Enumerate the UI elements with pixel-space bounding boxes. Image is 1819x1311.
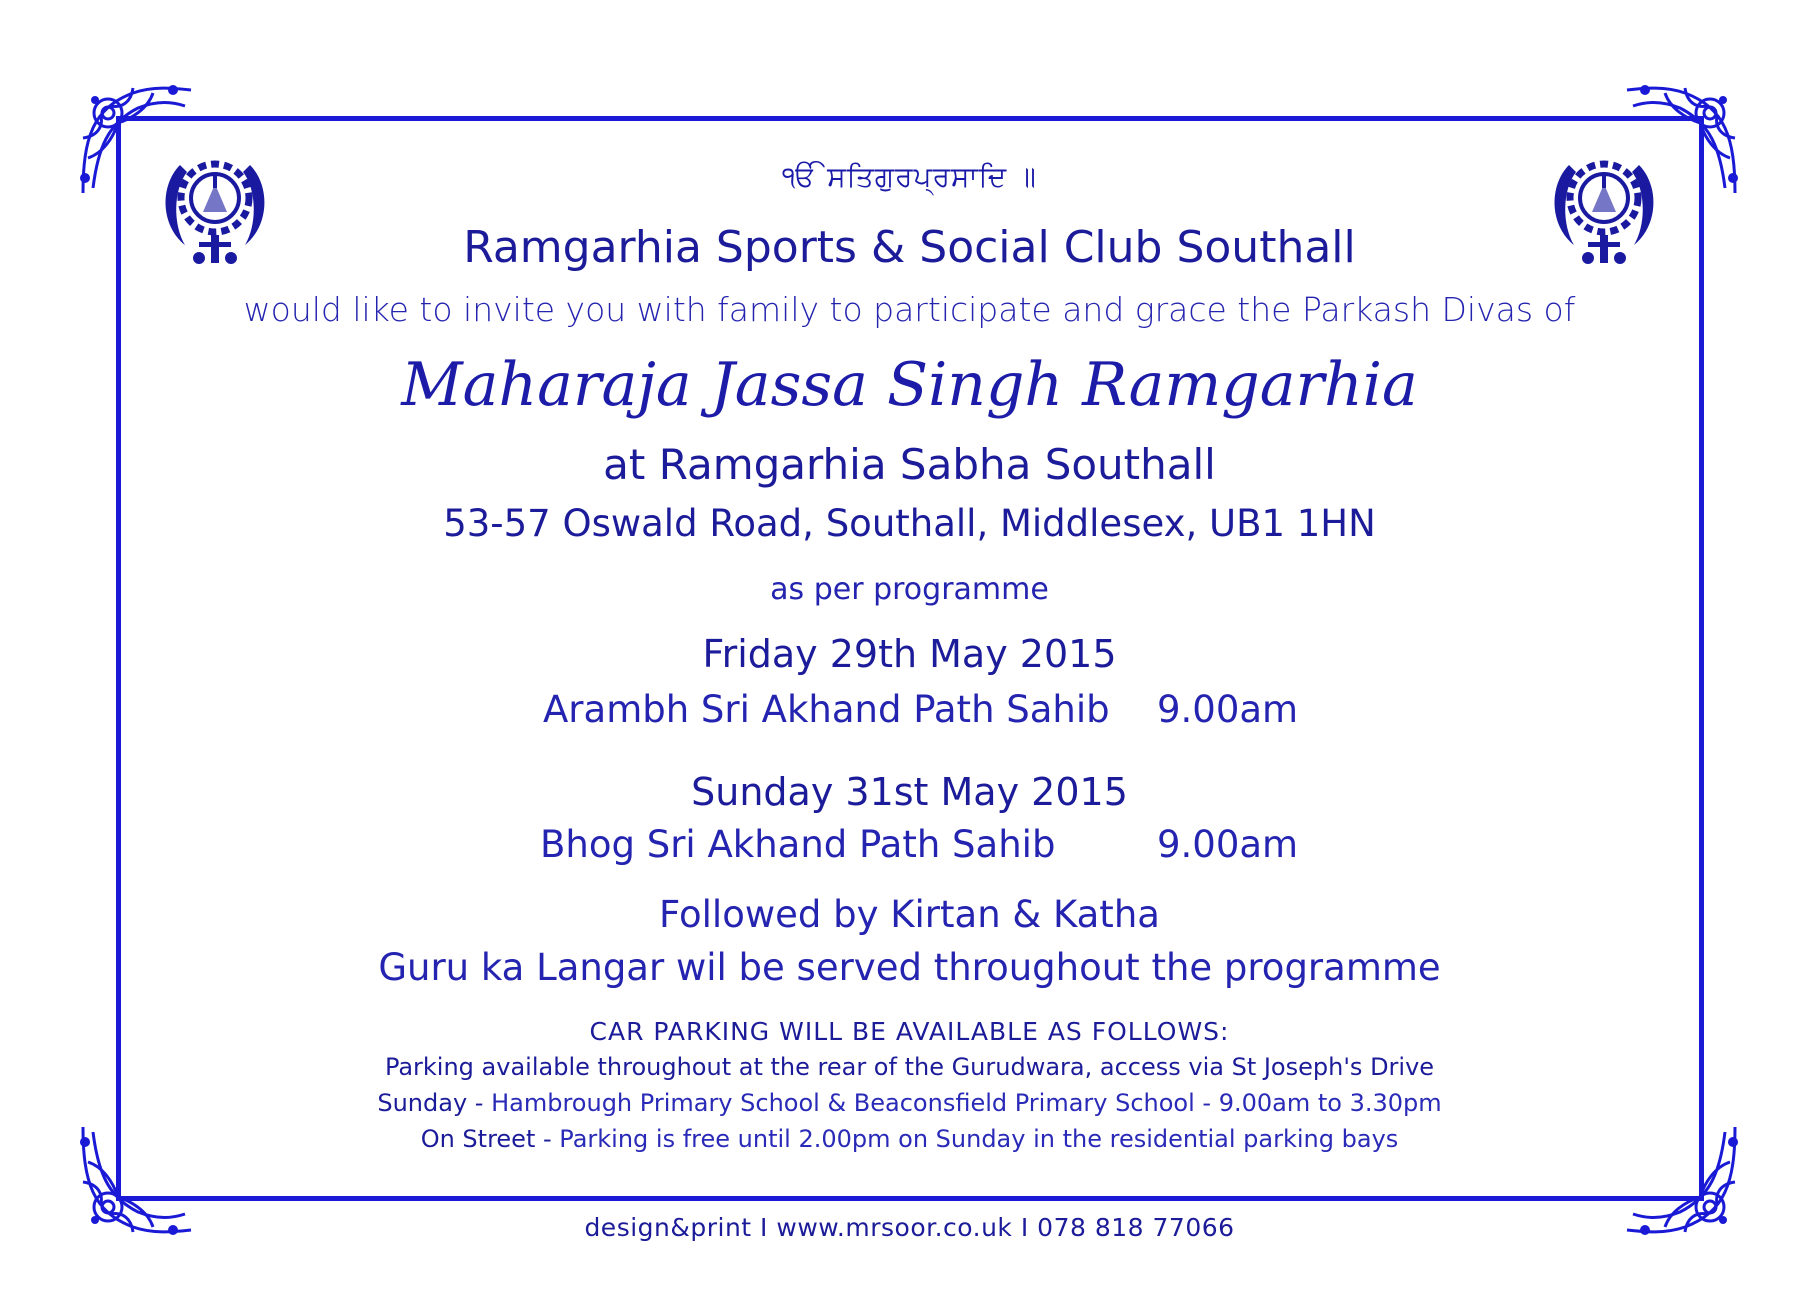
invite-text: would like to invite you with family to participate and grace the Parkash Divas of — [243, 290, 1576, 329]
schedule-time: 9.00am — [1157, 823, 1299, 866]
parking-detail: Parking is free until 2.00pm on Sunday in the residential parking bays — [559, 1125, 1399, 1153]
schedule-event: Arambh Sri Akhand Path Sahib — [543, 688, 1110, 731]
schedule-time: 9.00am — [1157, 688, 1299, 731]
parking-label: On Street - — [420, 1125, 552, 1153]
honoree-name: Maharaja Jassa Singh Ramgarhia — [401, 350, 1418, 420]
parking-detail: Hambrough Primary School & Beaconsfield Primary School - 9.00am to 3.30pm — [491, 1089, 1442, 1117]
club-name: Ramgarhia Sports & Social Club Southall — [463, 222, 1356, 273]
footer-credit: design&print I www.mrsoor.co.uk I 078 818 77066 — [584, 1213, 1235, 1242]
mool-mantar: ੴ ਸਤਿਗੁਰਪ੍ਰਸਾਦਿ ॥ — [782, 160, 1037, 193]
parking-line — [0, 1125, 1819, 1153]
parking-line — [0, 1089, 1819, 1117]
address: 53-57 Oswald Road, Southall, Middlesex, UB1 1HN — [443, 502, 1376, 545]
parking-label: Sunday - — [377, 1089, 484, 1117]
langar-note: Guru ka Langar wil be served throughout the programme — [378, 946, 1441, 989]
parking-line: Parking available throughout at the rear of the Gurudwara, access via St Joseph's Drive — [384, 1053, 1435, 1081]
schedule-date: Friday 29th May 2015 — [702, 632, 1117, 676]
schedule-date: Sunday 31st May 2015 — [691, 770, 1128, 814]
schedule-event: Bhog Sri Akhand Path Sahib — [540, 823, 1056, 866]
followed-by: Followed by Kirtan & Katha — [659, 893, 1160, 936]
parking-title: CAR PARKING WILL BE AVAILABLE AS FOLLOWS: — [589, 1017, 1230, 1046]
venue: at Ramgarhia Sabha Southall — [603, 440, 1216, 489]
programme-note: as per programme — [770, 572, 1049, 607]
